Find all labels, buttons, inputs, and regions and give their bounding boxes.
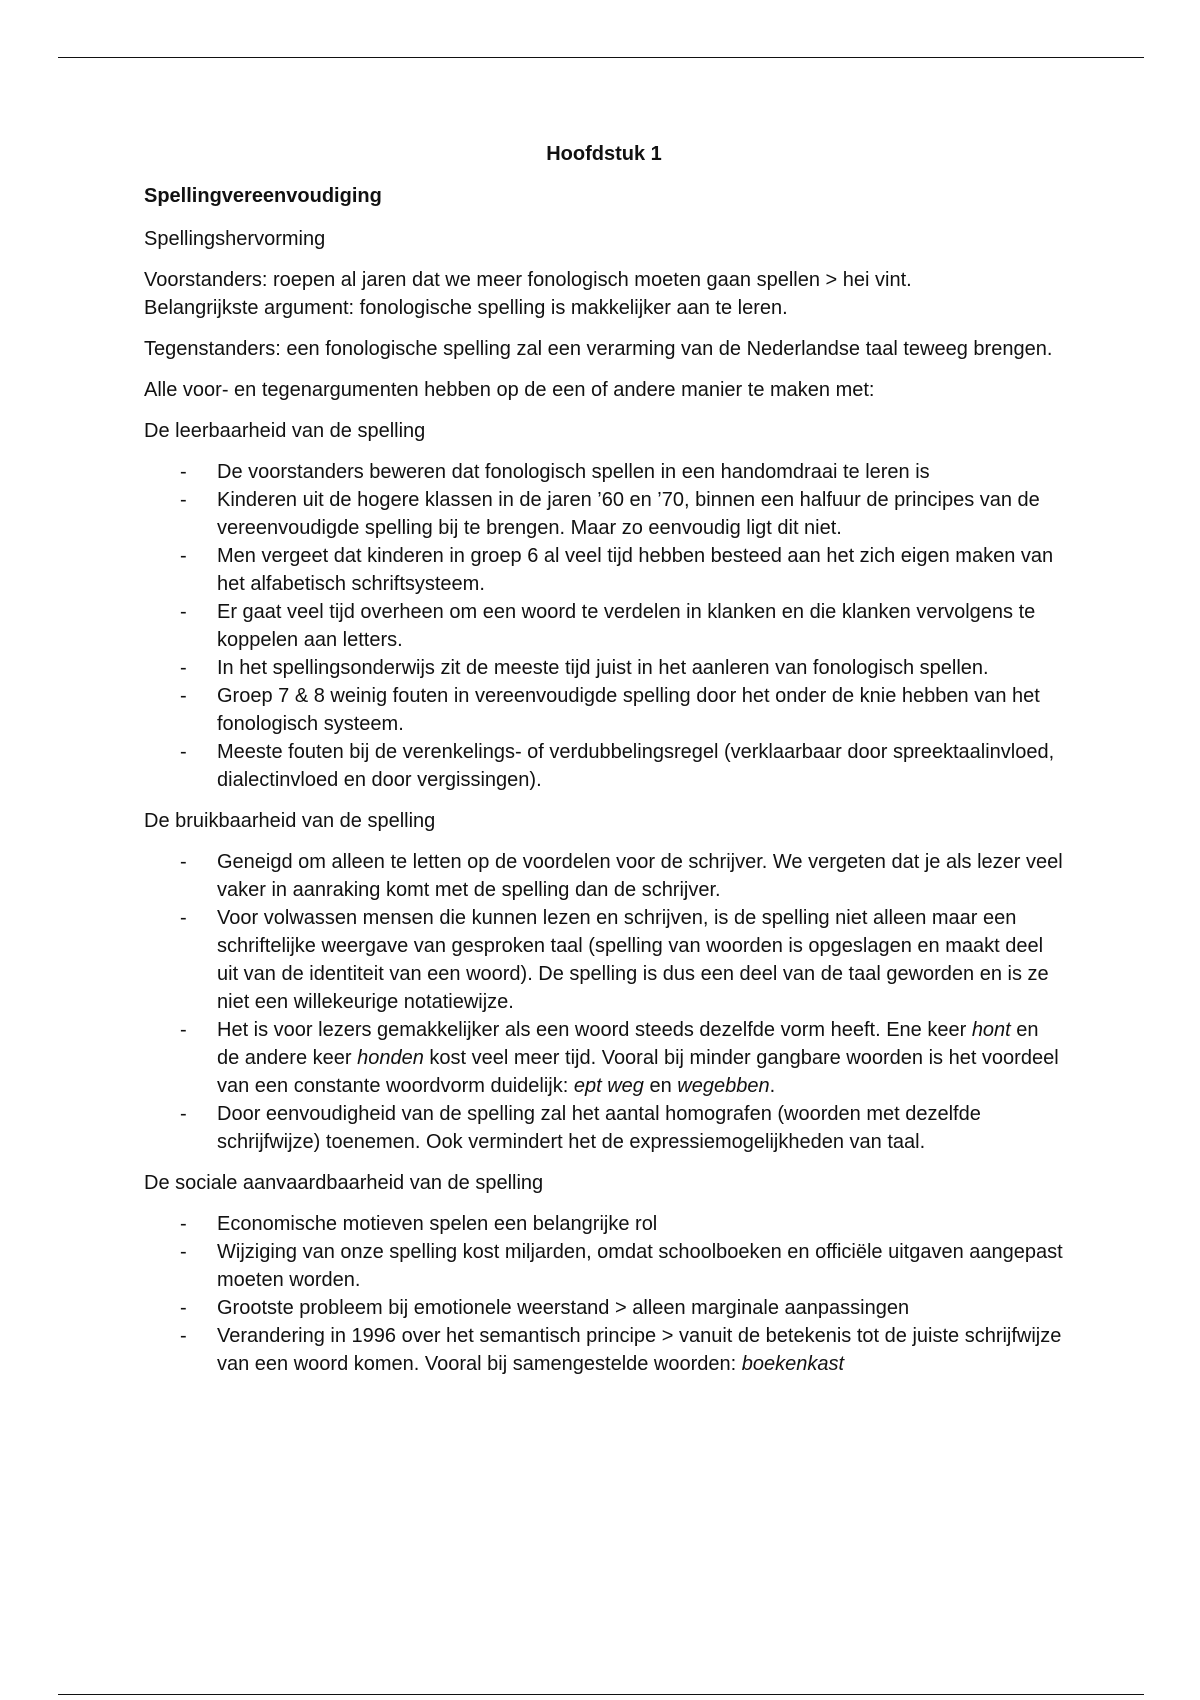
example-word: ept weg bbox=[573, 1075, 644, 1097]
list-item: - Grootste probleem bij emotionele weerstand > alleen marginale aanpassingen bbox=[144, 1294, 1064, 1322]
list-item bbox=[144, 1016, 1064, 1100]
chapter-title: Hoofdstuk 1 bbox=[546, 143, 662, 165]
leerbaarheid-list bbox=[144, 458, 1064, 794]
belangrijkste-line: Belangrijkste argument: fonologische spelling is makkelijker aan te leren. bbox=[144, 297, 788, 319]
list-item: - Er gaat veel tijd overheen om een woord te verdelen in klanken en die klanken vervolgens te koppelen aan letters. bbox=[144, 598, 1064, 654]
list-item: - Economische motieven spelen een belangrijke rol bbox=[144, 1210, 1064, 1238]
bottom-rule bbox=[58, 1694, 1144, 1695]
list-item: - De voorstanders beweren dat fonologisch spellen in een handomdraai te leren is bbox=[144, 458, 1064, 486]
tegenstanders-paragraph: Tegenstanders: een fonologische spelling zal een verarming van de Nederlandse taal teweeg brengen. bbox=[144, 338, 1053, 360]
example-word: boekenkast bbox=[741, 1353, 845, 1375]
text-span: Het is voor lezers gemakkelijker als een woord steeds dezelfde vorm heeft. Ene keer bbox=[217, 1019, 972, 1041]
alle-paragraph: Alle voor- en tegenargumenten hebben op de een of andere manier te maken met: bbox=[144, 379, 875, 401]
text-span: en de andere keer bbox=[217, 1019, 1039, 1069]
list-item: - Men vergeet dat kinderen in groep 6 al veel tijd hebben besteed aan het zich eigen maken van het alfabetisch schriftsysteem. bbox=[144, 542, 1064, 598]
leerbaarheid-heading: De leerbaarheid van de spelling bbox=[144, 420, 426, 442]
list-item: - Geneigd om alleen te letten op de voordelen voor de schrijver. We vergeten dat je als lezer veel vaker in aanraking komt met de spelling dan de schrijver. bbox=[144, 848, 1064, 904]
text-span: Verandering in 1996 over het semantisch principe > vanuit de betekenis tot de juiste schrijfwijze van een woord komen. Vooral bij samengestelde woorden: bbox=[217, 1325, 1062, 1375]
sociale-list bbox=[144, 1210, 1064, 1378]
list-item: - Kinderen uit de hogere klassen in de jaren ’60 en ’70, binnen een halfuur de principes van de vereenvoudigde spelling bij te brengen. Maar zo eenvoudig ligt dit niet. bbox=[144, 486, 1064, 542]
sociale-heading: De sociale aanvaardbaarheid van de spelling bbox=[144, 1172, 544, 1194]
text-span: en bbox=[643, 1075, 678, 1097]
voorstanders-line: Voorstanders: roepen al jaren dat we meer fonologisch moeten gaan spellen > hei vint. bbox=[144, 269, 912, 291]
subtitle: Spellingshervorming bbox=[144, 228, 326, 250]
list-item: - Voor volwassen mensen die kunnen lezen en schrijven, is de spelling niet alleen maar een schriftelijke weergave van gesproken taal (spelling van woorden is opgeslagen en maakt deel uit van de identiteit van een woord). De spelling is dus een deel van de taal geworden en is ze niet een willekeurige notatiewijze. bbox=[144, 904, 1064, 1016]
voorstanders-paragraph bbox=[144, 266, 1064, 322]
list-item: - Wijziging van onze spelling kost miljarden, omdat schoolboeken en officiële uitgaven aangepast moeten worden. bbox=[144, 1238, 1064, 1294]
section-title: Spellingvereenvoudiging bbox=[144, 185, 382, 207]
list-item: - Groep 7 & 8 weinig fouten in vereenvoudigde spelling door het onder de knie hebben van het fonologisch systeem. bbox=[144, 682, 1064, 738]
text-span: kost veel meer tijd. Vooral bij minder gangbare woorden is het voordeel van een constante woordvorm duidelijk: bbox=[217, 1047, 1059, 1097]
text-span: . bbox=[769, 1075, 776, 1097]
bruikbaarheid-heading: De bruikbaarheid van de spelling bbox=[144, 810, 436, 832]
example-word: wegebben bbox=[677, 1075, 770, 1097]
page-content bbox=[144, 140, 1064, 1391]
bruikbaarheid-list bbox=[144, 848, 1064, 1156]
example-word: hont bbox=[971, 1019, 1011, 1041]
example-word: honden bbox=[357, 1047, 424, 1069]
list-item: - Meeste fouten bij de verenkelings- of verdubbelingsregel (verklaarbaar door spreektaalinvloed, dialectinvloed en door vergissingen). bbox=[144, 738, 1064, 794]
list-item: - In het spellingsonderwijs zit de meeste tijd juist in het aanleren van fonologisch spellen. bbox=[144, 654, 1064, 682]
top-rule bbox=[58, 57, 1144, 58]
list-item: - Door eenvoudigheid van de spelling zal het aantal homografen (woorden met dezelfde schrijfwijze) toenemen. Ook vermindert het de expressiemogelijkheden van taal. bbox=[144, 1100, 1064, 1156]
list-item bbox=[144, 1322, 1064, 1378]
